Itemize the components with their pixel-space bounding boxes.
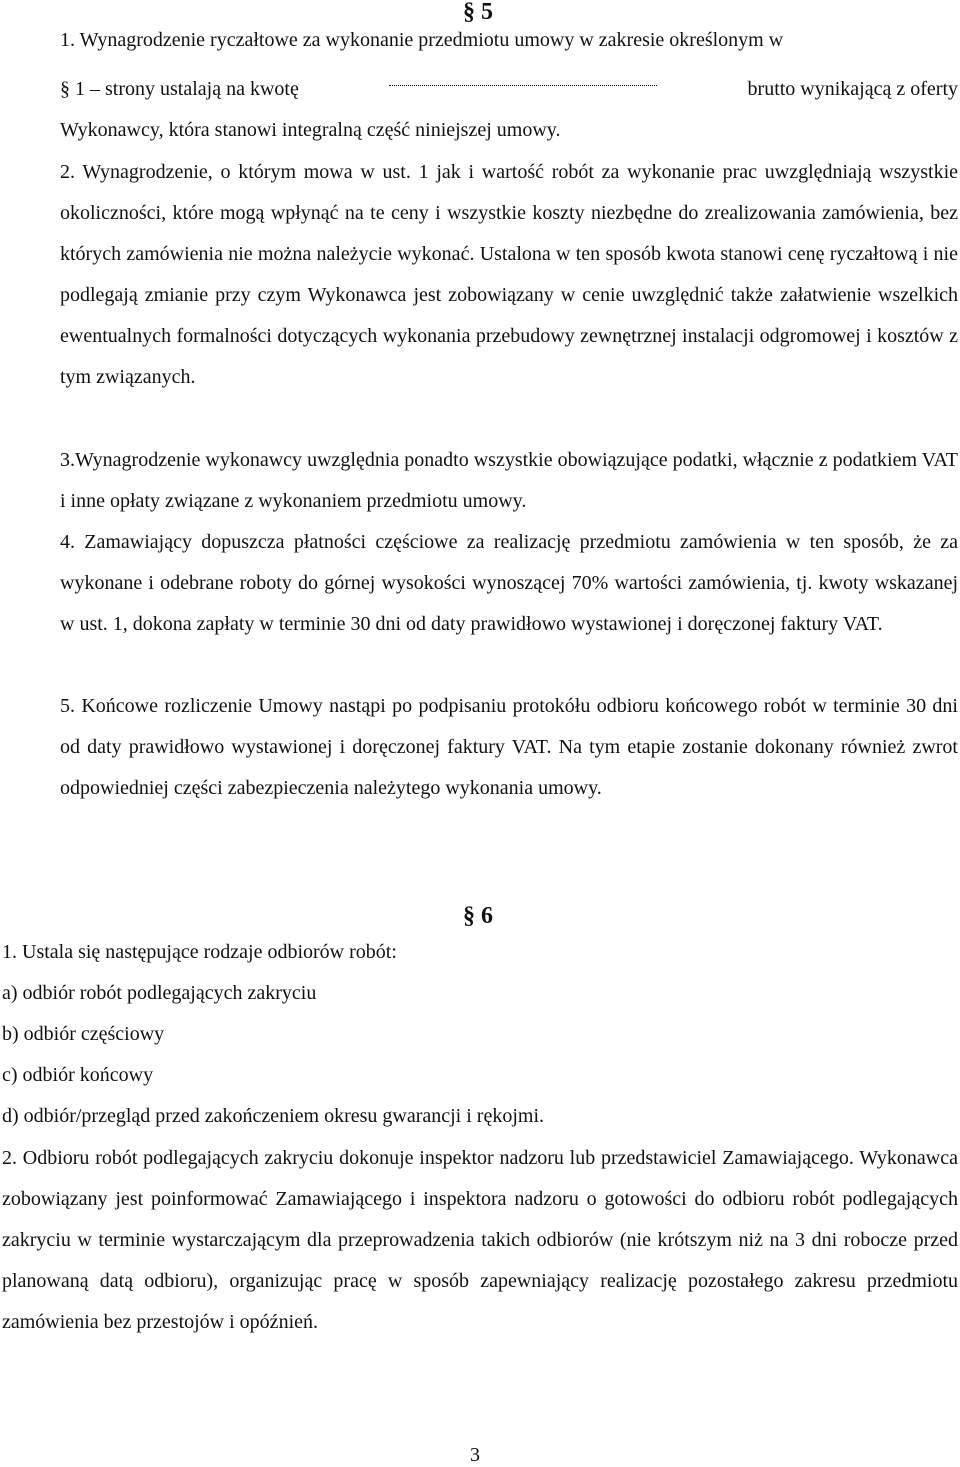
section-5-paragraph-5: 5. Końcowe rozliczenie Umowy nastąpi po podpisaniu protokółu odbioru końcowego robót w terminie 30 dni od daty prawidłowo wystawionej i doręczonej faktury VAT. Na tym etapie zostanie dokonany również zwrot odpowiedniej części zabezpieczenia należytego wykonania umowy. (60, 695, 958, 799)
section-6-item-c: c) odbiór końcowy (2, 1064, 154, 1086)
section-5-heading: § 5 (463, 0, 493, 25)
section-5-paragraph-4: 4. Zamawiający dopuszcza płatności częściowe za realizację przedmiotu zamówienia w ten sposób, że za wykonane i odebrane roboty do górnej wysokości wynoszącej 70% wartości zamówienia, tj. kwoty wskazanej w ust. 1, dokona zapłaty w terminie 30 dni od daty prawidłowo wystawionej i doręczonej faktury VAT. (60, 531, 958, 635)
section-5-paragraph-3: 3.Wynagrodzenie wykonawcy uwzględnia ponadto wszystkie obowiązujące podatki, włącznie z podatkiem VAT i inne opłaty związane z wykonaniem przedmiotu umowy. (60, 449, 958, 512)
section-5-paragraph-1-line-2 (60, 69, 958, 110)
amount-sentence-end: brutto wynikającą z oferty (747, 78, 958, 100)
section-5-paragraph-1-line-1: 1. Wynagrodzenie ryczałtowe za wykonanie przedmiotu umowy w zakresie określonym w (60, 29, 784, 51)
section-6-item-b: b) odbiór częściowy (2, 1023, 165, 1045)
section-6-heading: § 6 (463, 903, 493, 929)
section-6-item-a: a) odbiór robót podlegających zakryciu (2, 982, 317, 1004)
section-5-paragraph-2: 2. Wynagrodzenie, o którym mowa w ust. 1 jak i wartość robót za wykonanie prac uwzględniają wszystkie okoliczności, które mogą wpłynąć na te ceny i wszystkie koszty niezbędne do zrealizowania zamówienia, bez których zamówienia nie można należycie wykonać. Ustalona w ten sposób kwota stanowi cenę ryczałtową i nie podlegają zmianie przy czym Wykonawca jest zobowiązany w cenie uwzględnić także załatwienie wszelkich ewentualnych formalności dotyczących wykonania przebudowy zewnętrznej instalacji odgromowej i kosztów z tym związanych. (60, 161, 958, 388)
section-6-paragraph-1: 1. Ustala się następujące rodzaje odbiorów robót: (2, 941, 397, 963)
section-6-paragraph-2: 2. Odbioru robót podlegających zakryciu dokonuje inspektor nadzoru lub przedstawiciel Zamawiającego. Wykonawca zobowiązany jest poinformować Zamawiającego i inspektora nadzoru o gotowości do odbioru robót podlegających zakryciu w terminie wystarczającym dla przeprowadzenia takich odbiorów (nie krótszym niż na 3 dni robocze przed planowaną datą odbioru), organizując pracę w sposób zapewniający realizację pozostałego zakresu przedmiotu zamówienia bez przestojów i opóźnień. (2, 1147, 958, 1333)
section-6-item-d: d) odbiór/przegląd przed zakończeniem okresu gwarancji i rękojmi. (2, 1105, 545, 1127)
amount-blank-field (389, 69, 657, 86)
section-5-paragraph-1-line-3: Wykonawcy, która stanowi integralną część niniejszej umowy. (60, 119, 561, 141)
page-number: 3 (470, 1444, 480, 1466)
amount-sentence-start: § 1 – strony ustalają na kwotę (60, 78, 299, 100)
